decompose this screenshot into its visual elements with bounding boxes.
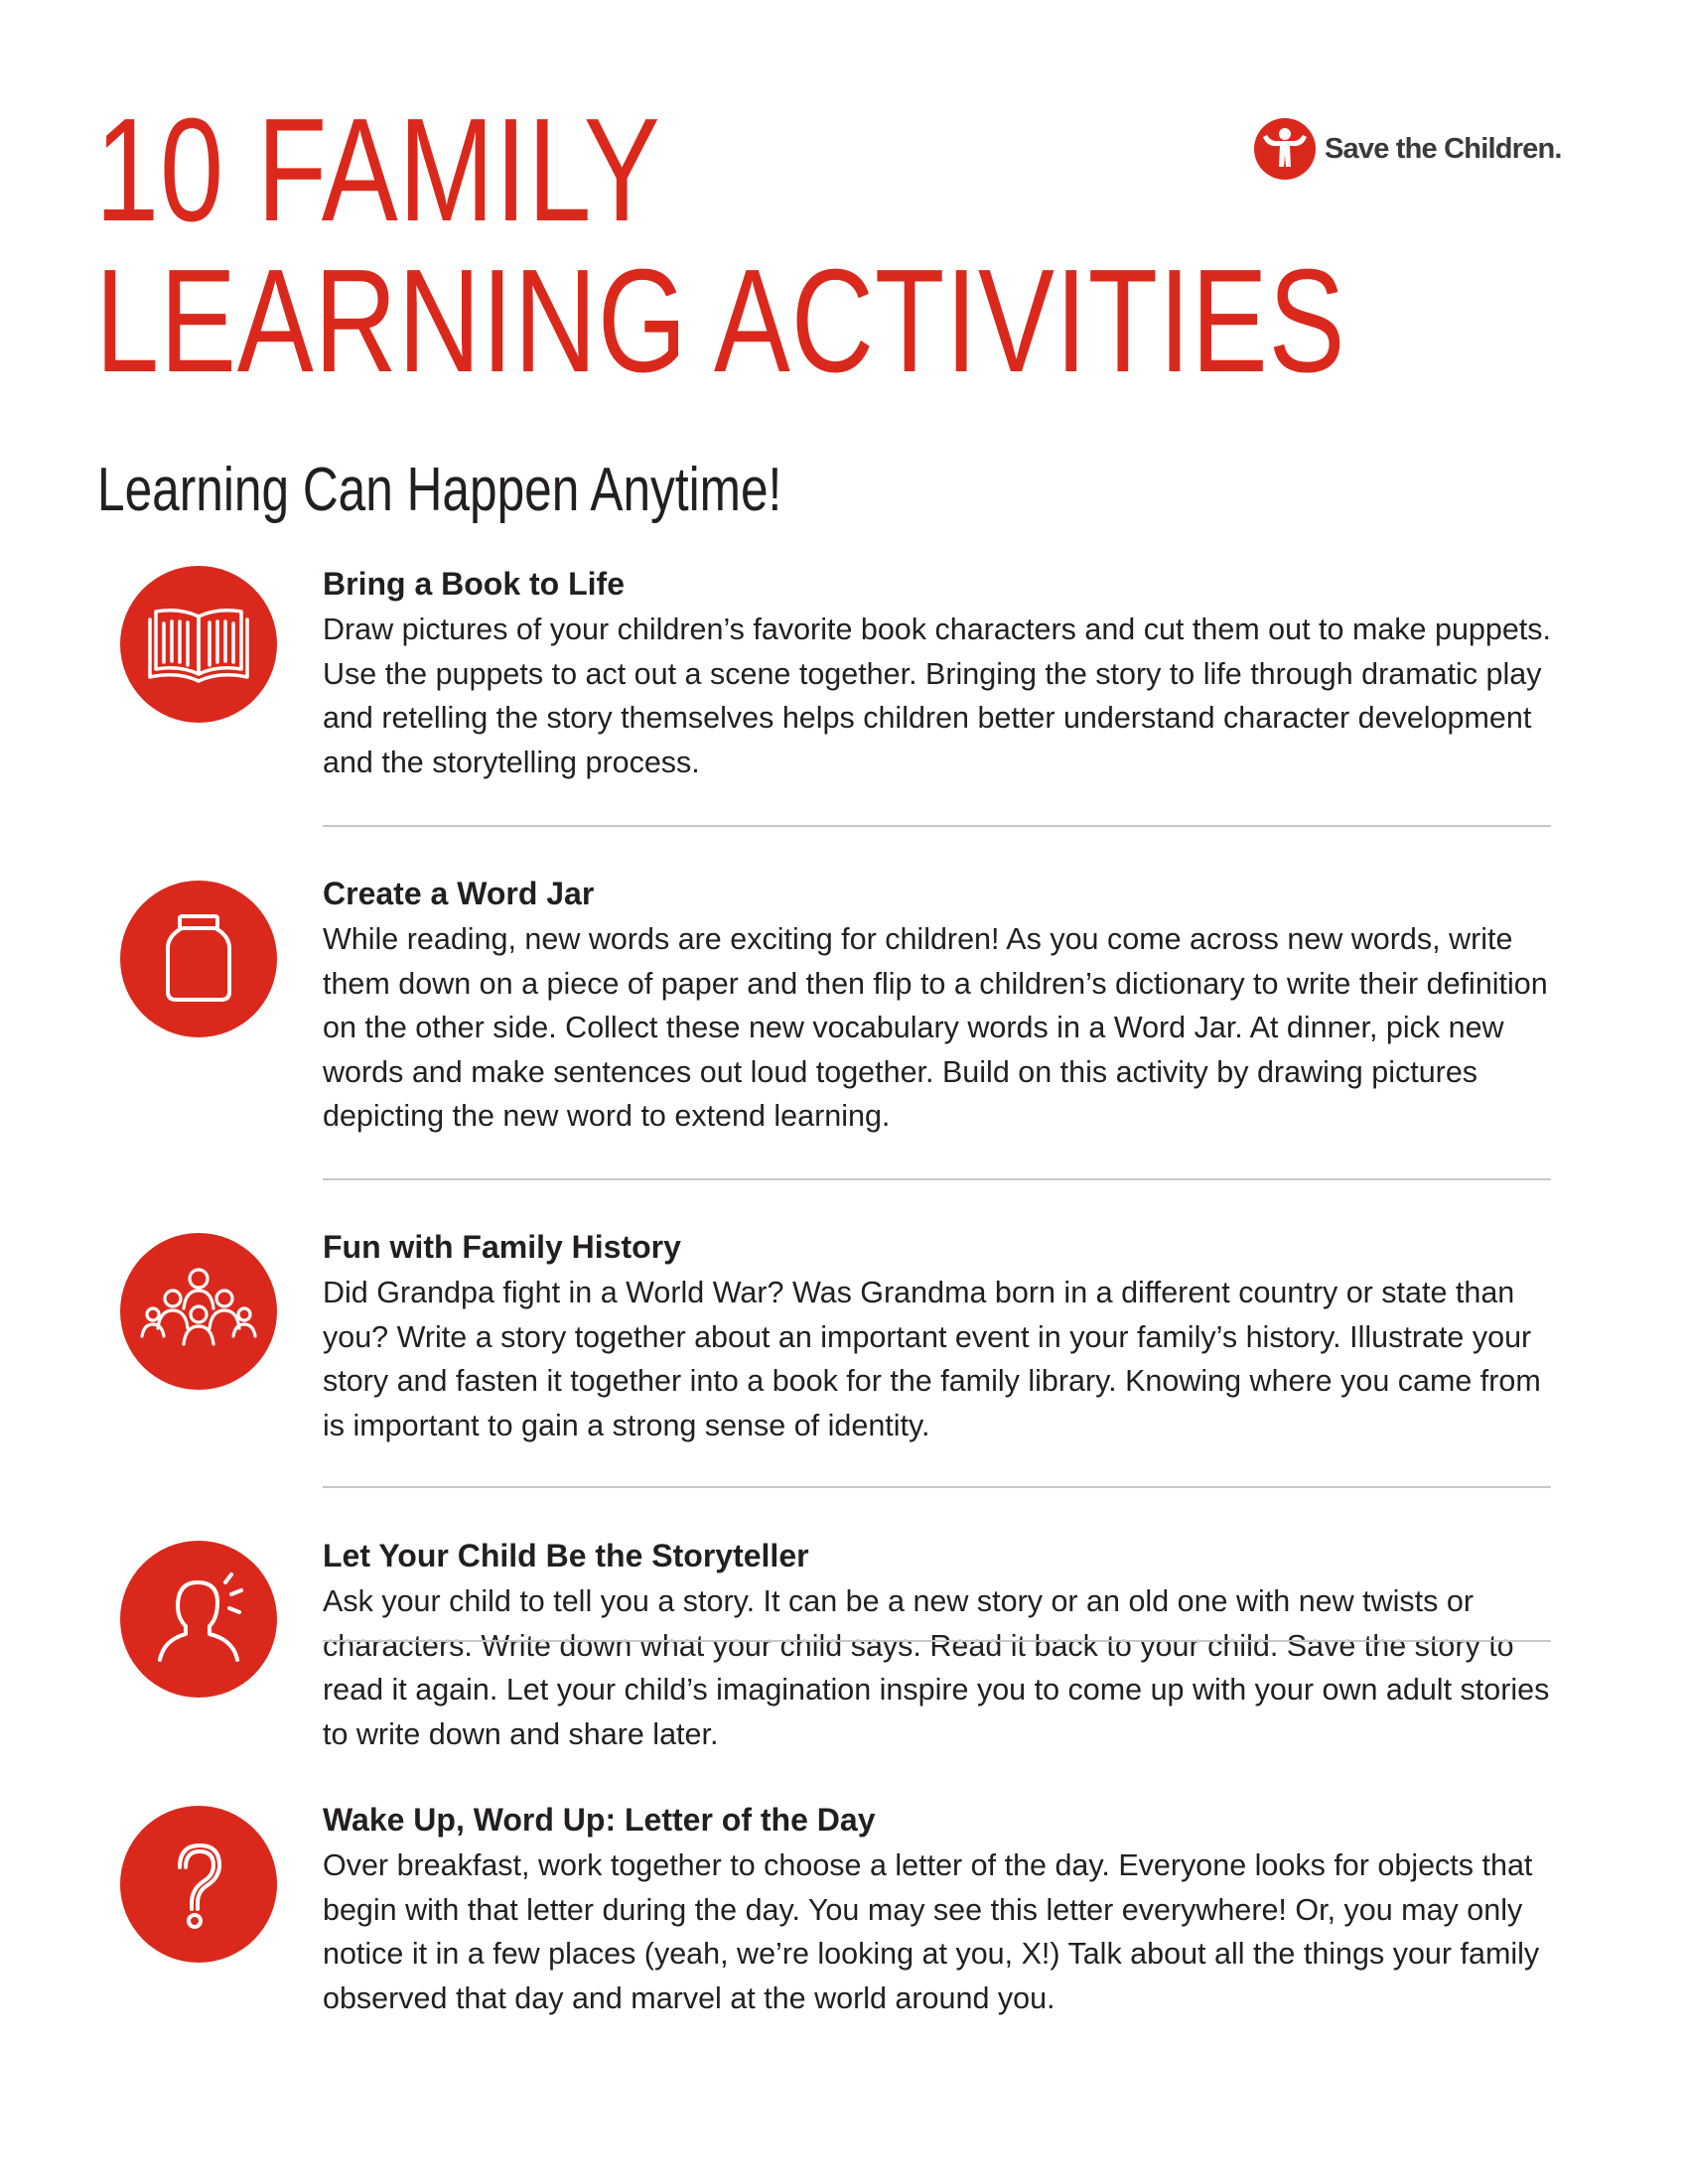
subtitle: Learning Can Happen Anytime! [97, 456, 782, 524]
storyteller-icon [120, 1541, 277, 1698]
activity-description: Draw pictures of your children’s favorite book characters and cut them out to make puppets. Use the puppets to act out a scene together. Bringing the story to life through dramatic play and retelling the story themselves helps children better understand character development and the storytelling process. [323, 613, 1552, 779]
activity-heading: Bring a Book to Life [323, 566, 625, 602]
save-the-children-logo [1253, 117, 1562, 181]
title-line-1: 10 FAMILY [95, 88, 661, 252]
activity-description: Did Grandpa fight in a World War? Was Grandma born in a different country or state than you? Write a story together about an important event in your family’s history. Illustrate your story and fasten it together into a book for the family library. Knowing where you came from is important to gain a strong sense of identity. [323, 1276, 1541, 1442]
section-divider [323, 1640, 1551, 1642]
page-title [95, 88, 1346, 403]
question-mark-icon [120, 1806, 277, 1963]
child-figure-logo-icon [1253, 117, 1317, 181]
section-divider [323, 825, 1551, 827]
activity-description: Ask your child to tell you a story. It can be a new story or an old one with new twists or characters. Write down what your child says. Read it back to your child. Save the story to read it again. Let your child’s imagination inspire you to come up with your own adult stories to write down and share later. [323, 1584, 1550, 1751]
family-group-icon [120, 1233, 277, 1390]
activity-heading: Wake Up, Word Up: Letter of the Day [323, 1802, 876, 1838]
jar-icon [120, 881, 277, 1037]
logo-text: Save the Children. [1325, 132, 1562, 165]
title-line-2: LEARNING ACTIVITIES [95, 239, 1346, 403]
activity-heading: Fun with Family History [323, 1229, 681, 1265]
activity-description: While reading, new words are exciting for children! As you come across new words, write them down on a piece of paper and then flip to a children’s dictionary to write their definition on the other side. Collect these new vocabulary words in a Word Jar. At dinner, pick new words and make sentences out loud together. Build on this activity by drawing pictures depicting the new word to extend learning. [323, 922, 1548, 1134]
section-divider [323, 1486, 1551, 1488]
activity-heading: Create a Word Jar [323, 876, 595, 911]
open-book-icon [120, 566, 277, 723]
section-divider [323, 1178, 1551, 1180]
activity-description: Over breakfast, work together to choose a letter of the day. Everyone looks for objects that begin with that letter during the day. You may see this letter everywhere! Or, you may only notice it in a few places (yeah, we’re looking at you, X!) Talk about all the things your family observed that day and marvel at the world around you. [323, 1848, 1540, 2015]
activity-heading: Let Your Child Be the Storyteller [323, 1538, 809, 1573]
